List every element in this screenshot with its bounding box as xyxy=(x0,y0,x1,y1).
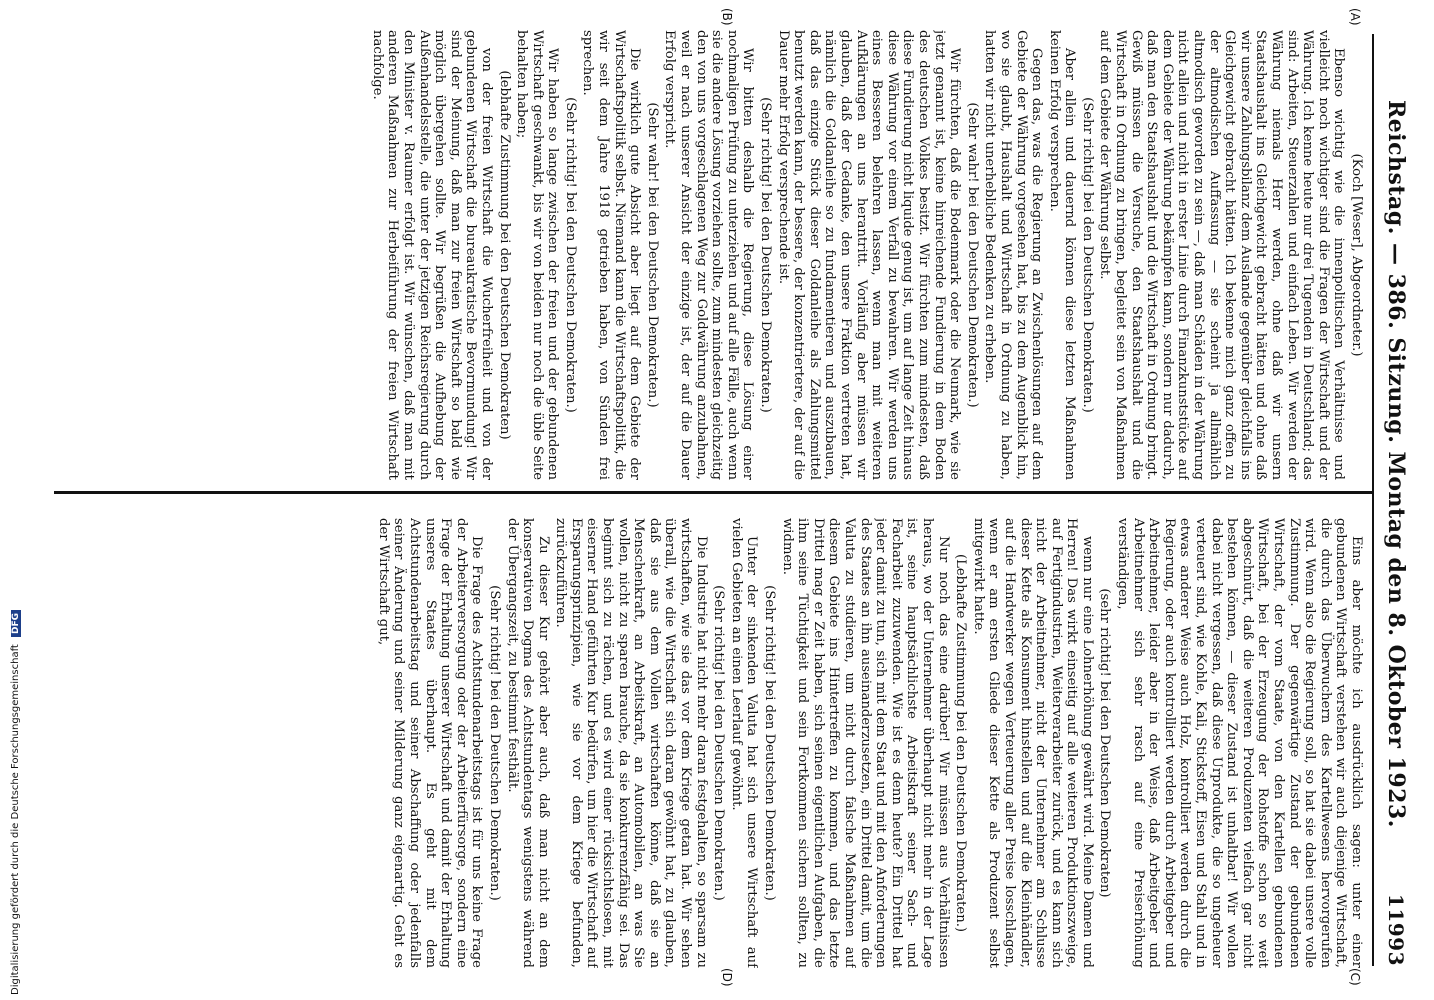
header-rule xyxy=(1372,34,1374,966)
margin-letter-c: (C) xyxy=(1348,968,1362,986)
page-number: 11993 xyxy=(1384,893,1408,966)
paragraph: (sehr richtig! bei den Deutschen Demokraten) xyxy=(1097,588,1113,898)
paragraph: (Sehr richtig! bei den Deutschen Demokraten.) xyxy=(758,97,774,413)
paragraph: (Sehr wahr! bei den Deutschen Demokraten.) xyxy=(644,102,660,408)
paragraph: (Sehr richtig! bei den Deutschen Demokraten.) xyxy=(711,585,727,901)
margin-letter-b: (B) xyxy=(720,8,734,26)
credit-text: Digitalisierung gefördert durch die Deutsche Forschungsgemeinschaft xyxy=(10,644,21,995)
paragraph: von der freien Wirtschaft die Wucherfreiheit und von der gebundenen Wirtschaft die bureaukratische Bevormundung! Wir sind der Meinung, daß man zur freien Wirtschaft so bald wie möglich übergehen sollte. Wir begrüßen die Aufhebung der Außenhandelsstelle, die unter der jetzigen Reichsregierung durch den Minister v. Raumer erfolgt ist. Wir wünschen, daß man mit anderen Maßnahmen zur Herbeiführung der freien Wirtschaft nachfolge. xyxy=(369,30,494,480)
digitization-credit xyxy=(10,610,21,995)
paragraph: Eins aber möchte ich ausdrücklich sagen: unter einer gebundenen Wirtschaft verstehen wir auch diejenige Wirtschaft, die durch das Überwuchern des Kartellwesens hervorgerufen wird. Wenn also die Regierung soll, so hat sie dabei unsere volle Zustimmung. Der gegenwärtige Zustand der gebundenen Wirtschaft, der vom Staate, von den Kartellen gebundenen Wirtschaft, bei der Erzeugung der Rohstoffe schon so weit abgeschnürt, daß die weiteren Produzenten vielfach gar nicht bestehen können, — dieser Zustand ist unhaltbar! Wir wollen dabei nicht vergessen, daß diese Urprodukte, die so ungeheuer verteuert sind, wie Kohle, Kali, Stickstoff, Eisen und Stahl und in etwas anderer Weise auch Holz, kontrolliert werden durch die Regierung, oder auch kontrolliert werden durch Arbeitgeber und Arbeitnehmer, leider aber in der Weise, daß Arbeitgeber und Arbeitnehmer sich sehr rasch auf eine Preiserhöhung verständigen, xyxy=(1115,518,1364,968)
paragraph: (Lebhafte Zustimmung bei den Deutschen Demokraten.) xyxy=(953,553,969,933)
margin-letter-d: (D) xyxy=(720,968,734,987)
paragraph: Zu dieser Kur gehört aber auch, daß man nicht an dem konservativen Dogma des Achtstundentags wenigstens während der Übergangszeit, zu bestimmt festhält. xyxy=(504,518,551,968)
paragraph: (Sehr richtig! bei den Deutschen Demokraten.) xyxy=(1079,97,1095,413)
paragraph: (Koch [Weser], Abgeordneter.) xyxy=(1349,153,1364,357)
paragraph: Nur noch das eine darüber! Wir müssen aus Verhältnissen heraus, wo der Unternehmer überhaupt nicht mehr in der Lage ist, seine hauptsächlichste Arbeitskraft seiner Sach- und Facharbeit zuzuwenden. Wie ist es denn heute? Ein Drittel hat jeder damit zu tun, sich mit dem Staat und mit den Anforderungen des Staates an ihn auseinanderzusetzen, ein Drittel damit, um die Valuta zu studieren, um nicht durch falsche Maßnahmen auf diesem Gebiete ins Hintertreffen zu kommen, und das letzte Drittel mag er Zeit haben, sich seinen eigentlichen Aufgaben, die ihm seine Tüchtigkeit und sein Fortkommen sichern sollten, zu widmen. xyxy=(779,518,951,968)
paragraph: Wir haben so lange zwischen der freien und der gebundenen Wirtschaft geschwankt, bis wir von beiden nur noch die üble Seite behalten haben; xyxy=(514,30,561,480)
paragraph: (Sehr richtig! bei den Deutschen Demokraten.) xyxy=(762,585,778,901)
paragraph: (Sehr wahr! bei den Deutschen Demokraten.) xyxy=(964,102,980,408)
left-text-column xyxy=(64,30,1364,480)
digitization-credit-strip xyxy=(0,0,20,1000)
paragraph: Aber allein und dauernd können diese letzten Maßnahmen keinen Erfolg versprechen. xyxy=(1046,30,1078,480)
paragraph: (Sehr richtig! bei den Deutschen Demokraten.) xyxy=(486,585,502,901)
paragraph: Wir fürchten, daß die Bodenmark oder die Neumark, wie sie jetzt genannt ist, keine hinreichende Fundierung in dem Boden des deutschen Volkes besitzt. Wir fürchten zum mindesten, daß diese Fundierung nicht liquide genug ist, um auf lange Zeit hinaus diese Währung vor einem Verfall zu bewahren. Wir werden uns eines Besseren belehren lassen, wenn man mit weiteren Aufklärungen an uns herantritt. Vorläufig aber müssen wir glauben, daß der Gedanke, den unsere Fraktion vertreten hat, nämlich die Goldanleihe so zu fundamentieren und auszubauen, daß das einzige Stück dieser Goldanleihe als Zahlungsmittel benutzt werden kann, der bessere, der konzentriertere, der auf die Dauer mehr Erfolg versprechende ist. xyxy=(775,30,963,480)
paragraph: Ebenso wichtig wie die innenpolitischen Verhältnisse und vielleicht noch wichtiger sind die Fragen der Wirtschaft und der Währung. Ich kenne heute nur drei Tugenden in Deutschland; das sind: Arbeiten, Steuerzahlen und einfach Leben. Wir werden der Währung niemals Herr werden, ohne daß wir unsern Staatshaushalt ins Gleichgewicht gebracht hätten und ohne daß wir unsere Zahlungsbilanz dem Auslande gegenüber gleichfalls ins Gleichgewicht gebracht hätten. Ich bekenne mich ganz offen zu der altmodischen Auffassung — sie scheint ja allmählich altmodisch geworden zu sein —, daß man Schäden in der Währung nicht allein und nicht in erster Linie durch Finanzkunststücke auf dem Gebiete der Währung bekämpfen kann, sondern nur dadurch, daß man den Staatshaushalt und die Wirtschaft in Ordnung bringt. Gewiß müssen die Versuche, den Staatshaushalt und die Wirtschaft in Ordnung zu bringen, begleitet sein von Maßnahmen auf dem Gebiete der Währung selbst. xyxy=(1097,30,1347,480)
right-text-column xyxy=(64,518,1364,968)
margin-letter-a: (A) xyxy=(1348,8,1362,26)
paragraph: Gegen das, was die Regierung an Zwischenlösungen auf dem Gebiete der Währung vorgesehen hat, bis zu dem Augenblick hin, wo sie glaubt, Haushalt und Wirtschaft in Ordnung zu haben, hatten wir nicht unerhebliche Bedenken zu erheben. xyxy=(982,30,1045,480)
paragraph: Wir bitten deshalb die Regierung, diese Lösung einer nochmaligen Prüfung zu unterziehen und auf alle Fälle, auch wenn sie die andere Lösung vorziehen sollte, zum mindesten gleichzeitig den von uns vorgeschlagenen Weg zur Goldwährung anzubahnen, weil er nach unserer Ansicht der einzige ist, der auf die Dauer Erfolg verspricht. xyxy=(662,30,756,480)
dfg-logo-icon: DFG xyxy=(11,610,21,637)
paragraph: Die Frage des Achtstundenarbeitstags ist für uns keine Frage der Arbeiterversorgung oder der Arbeiterfürsorge, sondern eine Frage der Erhaltung unserer Wirtschaft und damit der Erhaltung unseres Staates überhaupt. Es geht mit dem Achtstundenarbeitstag und seiner Abschaffung oder jedenfalls seiner Änderung und seiner Milderung ganz eigenartig. Geht es der Wirtschaft gut, xyxy=(375,518,485,968)
paragraph: Die Industrie hat nicht mehr daran festgehalten, so sparsam zu wirtschaften, wie sie das vor dem Kriege getan hat. Wir sehen überall, wie die Wirtschaft sich daran gewöhnt hat, zu glauben, daß sie aus dem Vollen wirtschaften könne, daß sie an Menschenkraft, an Arbeitskraft, an Automobilen, an was Sie wollen, nicht zu sparen brauche, da sie konkurrenzfähig sei. Das beginnt sich zu rächen, und es wird einer rücksichtslosen, mit eiserner Hand geführten Kur bedürfen, um hier die Wirtschaft auf Ersparungsprinzipien, wie sie vor dem Kriege befunden, zurückzuführen. xyxy=(553,518,709,968)
page-title: Reichstag. — 386. Sitzung. Montag den 8. Oktober 1923. xyxy=(1383,99,1409,828)
column-divider xyxy=(54,491,1372,494)
paragraph: wenn nur eine Lohnerhöhung gewährt wird. Meine Damen und Herren! Das wirkt einseitig auf alle weiteren Produktionszweige, auf Fertigindustrien, Weiterverarbeiter zurück, und es kann sich nicht der Arbeitnehmer, nicht der Unternehmer am Schlusse dieser Kette als Konsument hinstellen und auf die Kleinhändler, auf die Handwerker wegen Verteuerung aller Preise losschlagen, wenn er am ersten Gliede dieser Kette als Produzent selbst mitgewirkt hatte. xyxy=(970,518,1095,968)
page-header xyxy=(1376,34,1416,966)
paragraph: Unter der sinkenden Valuta hat sich unsere Wirtschaft auf vielen Gebieten an einen Leerlauf gewöhnt. xyxy=(728,518,760,968)
paragraph: (Sehr richtig! bei den Deutschen Demokraten.) xyxy=(562,97,578,413)
paragraph: (lebhafte Zustimmung bei den Deutschen Demokraten) xyxy=(496,70,512,440)
paragraph: Die wirklich gute Absicht aber liegt auf dem Gebiete der Wirtschaftspolitik selbst. Niemand kann die Wirtschaftspolitik, die wir seit dem Jahre 1918 getrieben haben, von Sünden frei sprechen. xyxy=(580,30,643,480)
